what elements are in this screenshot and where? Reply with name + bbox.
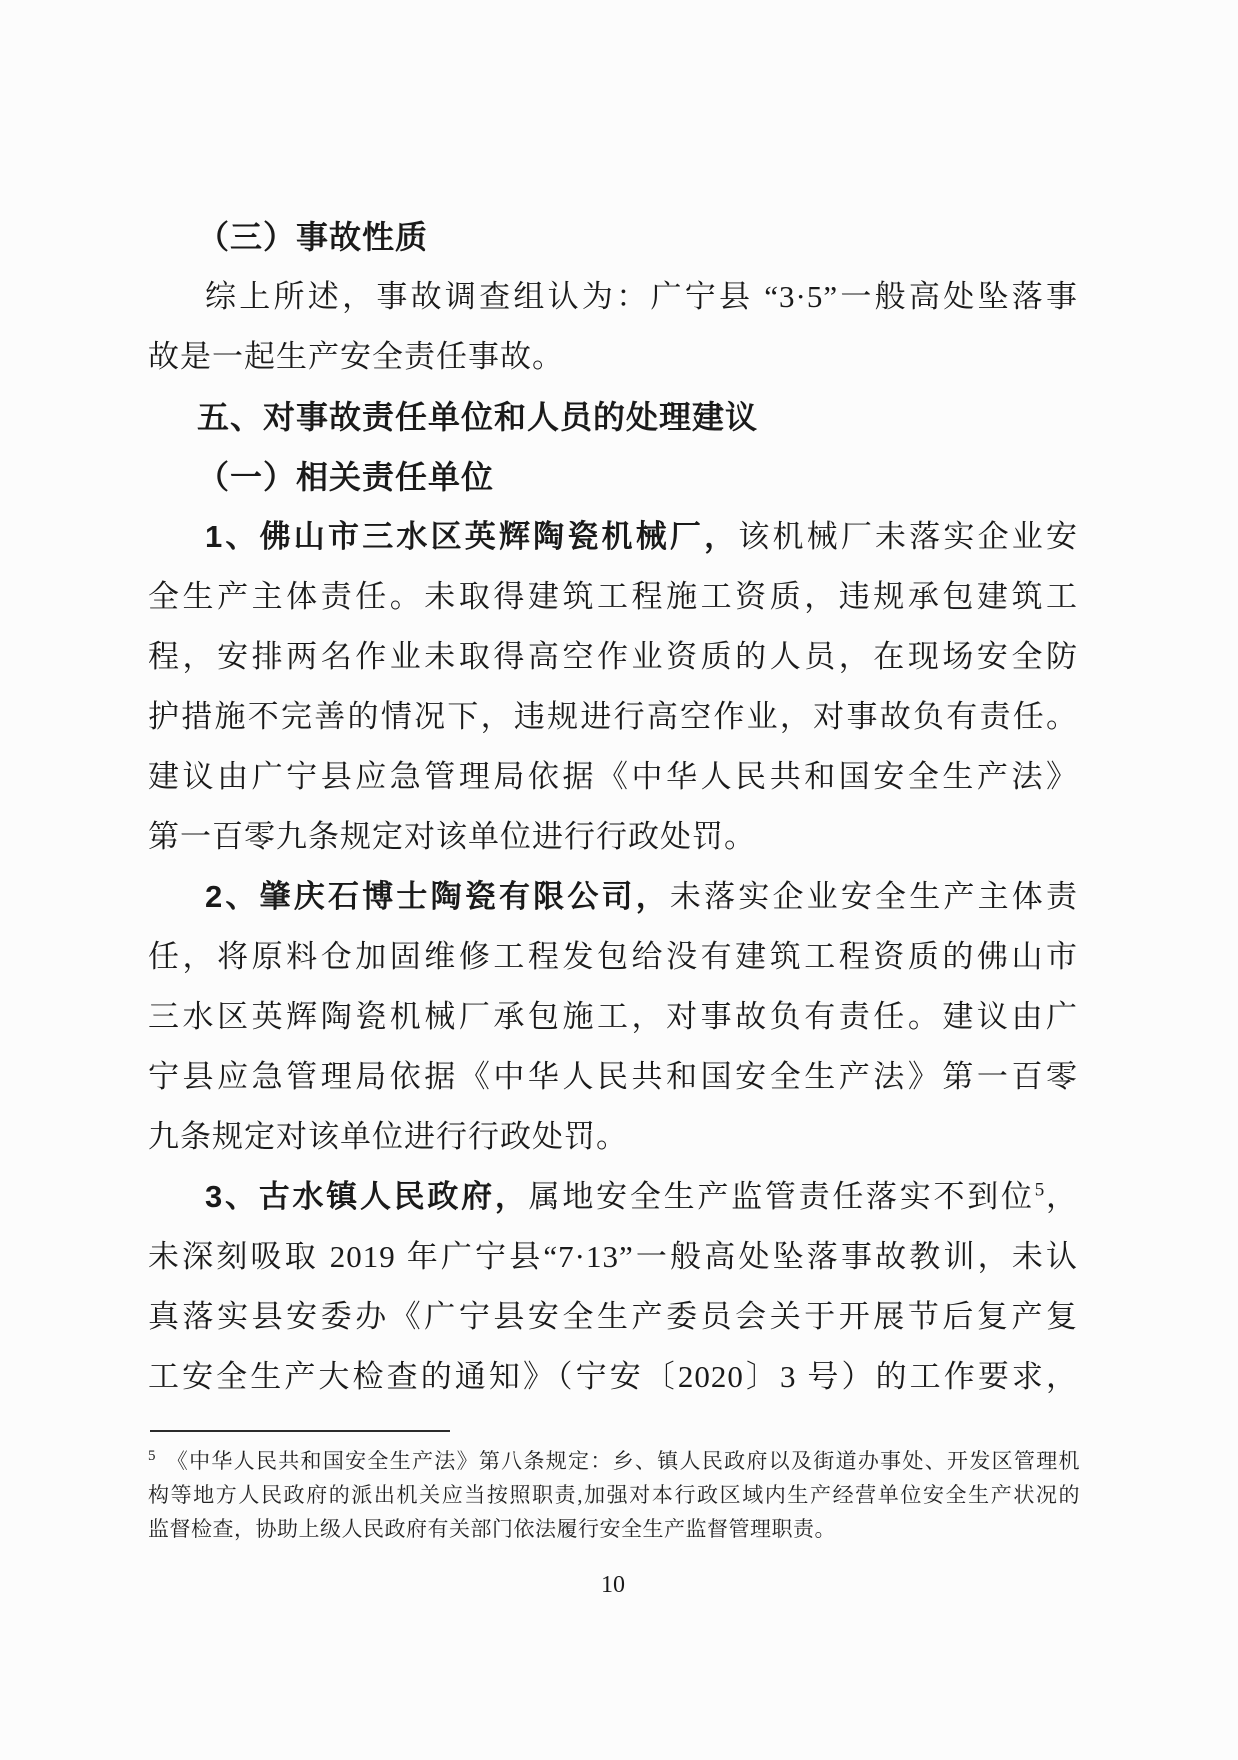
item2-line-1-text: 未落实企业安全生产主体责 [669, 879, 1078, 914]
footnote-separator [150, 1430, 450, 1432]
item3-line-4: 工安全生产大检查的通知》（宁安〔2020〕3 号）的工作要求， [148, 1359, 1078, 1394]
footnote-line-2: 构等地方人民政府的派出机关应当按照职责,加强对本行政区域内生产经营单位安全生产状况的 [148, 1483, 1080, 1507]
item1-line-2: 全生产主体责任。未取得建筑工程施工资质，违规承包建筑工 [148, 579, 1078, 614]
responsible-unit-2-name: 2、肇庆石博士陶瓷有限公司， [205, 879, 670, 914]
item1-line-5: 建议由广宁县应急管理局依据《中华人民共和国安全生产法》 [148, 759, 1078, 794]
item1-line-1-text: 该机械厂未落实企业安 [738, 519, 1078, 554]
item1-line-4: 护措施不完善的情况下，违规进行高空作业，对事故负有责任。 [148, 699, 1078, 734]
footnote-line-1 [148, 1444, 1080, 1478]
footnote-line-3: 监督检查，协助上级人民政府有关部门依法履行安全生产监督管理职责。 [148, 1517, 836, 1541]
section-heading-accident-nature: （三）事故性质 [197, 219, 429, 255]
footnote-block [148, 1444, 1080, 1546]
footnote-reference-5: 5 [1034, 1179, 1045, 1201]
item3-line-1-tail: ， [1044, 1179, 1079, 1214]
subsection-heading-responsible-units: （一）相关责任单位 [197, 459, 495, 495]
item3-line-3: 真落实县安委办《广宁县安全生产委员会关于开展节后复产复 [148, 1299, 1078, 1334]
item2-line-3: 三水区英辉陶瓷机械厂承包施工，对事故负有责任。建议由广 [148, 999, 1078, 1034]
responsible-unit-3-name: 3、古水镇人民政府， [205, 1179, 529, 1214]
intro-paragraph-line-1: 综上所述，事故调查组认为：广宁县 “3·5”一般高处坠落事 [205, 279, 1078, 314]
item3-line-1-text: 属地安全生产监管责任落实不到位 [528, 1179, 1035, 1214]
item1-line-1 [148, 507, 1078, 567]
item2-line-4: 宁县应急管理局依据《中华人民共和国安全生产法》第一百零 [148, 1059, 1078, 1094]
item3-line-2: 未深刻吸取 2019 年广宁县“7·13”一般高处坠落事故教训，未认 [148, 1239, 1078, 1274]
footnote-line-1-text: 《中华人民共和国安全生产法》第八条规定：乡、镇人民政府以及街道办事处、开发区管理机 [166, 1449, 1080, 1473]
item1-line-3: 程，安排两名作业未取得高空作业资质的人员，在现场安全防 [148, 639, 1078, 674]
intro-paragraph-line-2: 故是一起生产安全责任事故。 [148, 339, 564, 374]
responsible-unit-1-name: 1、佛山市三水区英辉陶瓷机械厂， [205, 519, 739, 554]
item1-line-6: 第一百零九条规定对该单位进行行政处罚。 [148, 819, 756, 854]
footnote-marker-5: 5 [148, 1448, 156, 1464]
item3-line-1 [148, 1167, 1078, 1227]
item2-line-2: 任，将原料仓加固维修工程发包给没有建筑工程资质的佛山市 [148, 939, 1078, 974]
document-body [148, 207, 1078, 1407]
section-heading-handling-suggestions: 五、对事故责任单位和人员的处理建议 [197, 399, 759, 435]
page-number: 10 [601, 1572, 625, 1598]
item2-line-1 [148, 867, 1078, 927]
item2-line-5: 九条规定对该单位进行行政处罚。 [148, 1119, 628, 1154]
